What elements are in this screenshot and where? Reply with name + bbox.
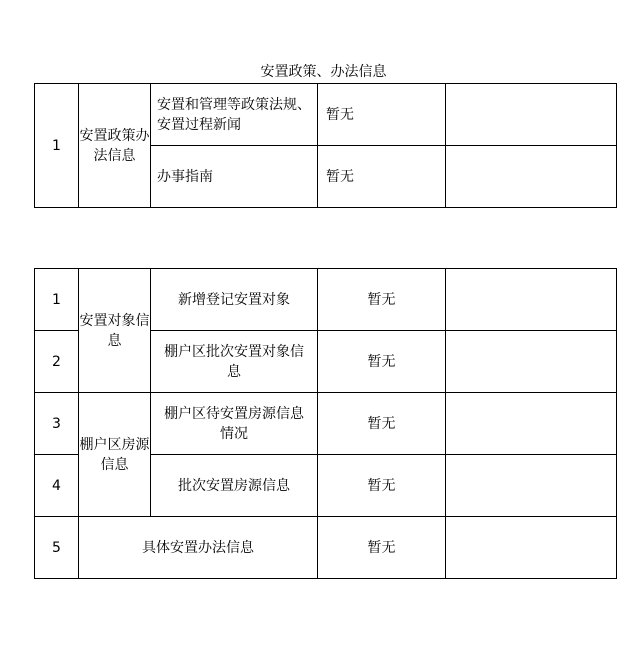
item-cell: 办事指南 bbox=[151, 146, 318, 208]
table-row bbox=[35, 517, 617, 579]
extra-cell bbox=[446, 455, 617, 517]
status-cell: 暂无 bbox=[318, 455, 446, 517]
status-cell: 暂无 bbox=[318, 84, 446, 146]
table-row bbox=[35, 393, 617, 455]
item-cell: 棚户区批次安置对象信息 bbox=[151, 331, 318, 393]
row-number: 4 bbox=[35, 455, 79, 517]
status-cell: 暂无 bbox=[318, 269, 446, 331]
row-number: 5 bbox=[35, 517, 79, 579]
table-row bbox=[35, 269, 617, 331]
status-cell: 暂无 bbox=[318, 146, 446, 208]
page-title: 安置政策、办法信息 bbox=[260, 64, 387, 80]
status-cell: 暂无 bbox=[318, 517, 446, 579]
category-cell: 安置政策办法信息 bbox=[79, 84, 151, 208]
extra-cell bbox=[446, 331, 617, 393]
extra-cell bbox=[446, 393, 617, 455]
extra-cell bbox=[446, 269, 617, 331]
status-cell: 暂无 bbox=[318, 393, 446, 455]
info-table bbox=[34, 268, 617, 579]
extra-cell bbox=[446, 146, 617, 208]
item-cell: 棚户区待安置房源信息情况 bbox=[151, 393, 318, 455]
category-cell: 棚户区房源信息 bbox=[79, 393, 151, 517]
item-cell: 安置和管理等政策法规、安置过程新闻 bbox=[151, 84, 318, 146]
category-cell: 安置对象信息 bbox=[79, 269, 151, 393]
policy-table bbox=[34, 83, 617, 208]
item-cell: 新增登记安置对象 bbox=[151, 269, 318, 331]
row-number: 1 bbox=[35, 269, 79, 331]
table-row bbox=[35, 84, 617, 146]
extra-cell bbox=[446, 84, 617, 146]
row-number: 2 bbox=[35, 331, 79, 393]
row-number: 1 bbox=[35, 84, 79, 208]
extra-cell bbox=[446, 517, 617, 579]
item-cell: 具体安置办法信息 bbox=[79, 517, 318, 579]
row-number: 3 bbox=[35, 393, 79, 455]
item-cell: 批次安置房源信息 bbox=[151, 455, 318, 517]
status-cell: 暂无 bbox=[318, 331, 446, 393]
